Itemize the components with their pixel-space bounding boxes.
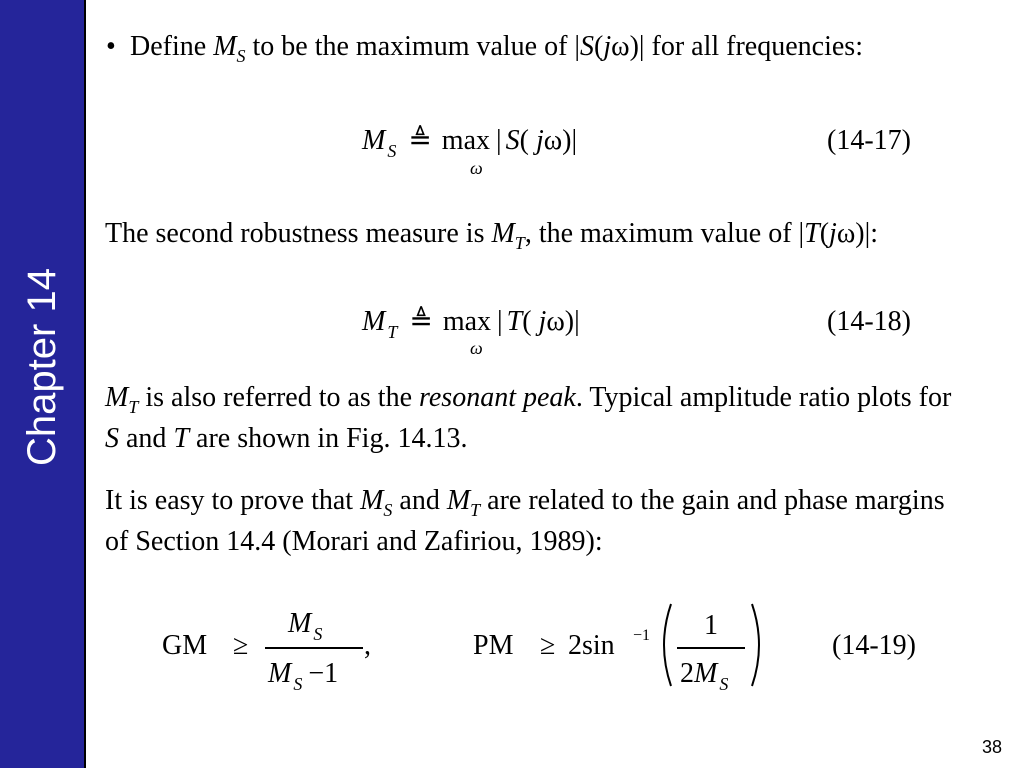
pm-denominator: 2M $_S$ xyxy=(680,658,729,694)
pm-label: PM xyxy=(473,630,514,661)
sidebar-divider xyxy=(84,0,86,768)
para-second-measure: The second robustness measure is $M_T$, the maximum value of |T(jω)|: xyxy=(105,218,878,253)
gm-fraction-bar xyxy=(265,647,363,649)
bullet-marker: • xyxy=(106,31,116,62)
equation-14-18: M $_T$ ≜ max | T( jω)| xyxy=(362,306,580,342)
chapter-sidebar xyxy=(0,0,84,768)
eq1-omega-subscript: ω xyxy=(470,158,483,178)
gm-comma: , xyxy=(364,630,371,661)
eq2-omega-subscript: ω xyxy=(470,338,483,358)
equation-14-17: M $_S$ ≜ max | S( jω)| xyxy=(362,125,578,161)
gm-geq: ≥ xyxy=(233,630,249,661)
eq-number-14-17: (14-17) xyxy=(827,125,911,156)
gm-denominator: M $_S$ −1 xyxy=(268,658,339,694)
page-number: 38 xyxy=(981,737,1002,757)
pm-geq: ≥ xyxy=(540,630,556,661)
pm-fraction-bar xyxy=(677,647,745,649)
pm-superscript: −1 xyxy=(633,627,651,644)
bullet-define-ms: • Define $M_S$ to be the maximum value of |S(jω)| for all frequencies: xyxy=(130,26,950,67)
pm-coefficient: 2sin xyxy=(568,630,615,661)
chapter-label: Chapter 14 xyxy=(20,268,64,466)
gm-numerator: M $_S$ xyxy=(288,608,323,644)
para-gain-phase-margins: It is easy to prove that $M_S$ and $M_T$ are related to the gain and phase margins of Section 14.4 (Morari and Zafiriou, 1989): xyxy=(105,485,945,557)
left-paren xyxy=(655,602,675,688)
pm-numerator: 1 xyxy=(704,610,718,641)
para-resonant-peak: $M_T$ is also referred to as the resonant peak. Typical amplitude ratio plots for S and T are shown in Fig. 14.13. xyxy=(105,382,952,454)
eq-number-14-19: (14-19) xyxy=(832,630,916,661)
right-paren xyxy=(748,602,768,688)
eq-number-14-18: (14-18) xyxy=(827,306,911,337)
gm-label: GM xyxy=(162,630,208,661)
